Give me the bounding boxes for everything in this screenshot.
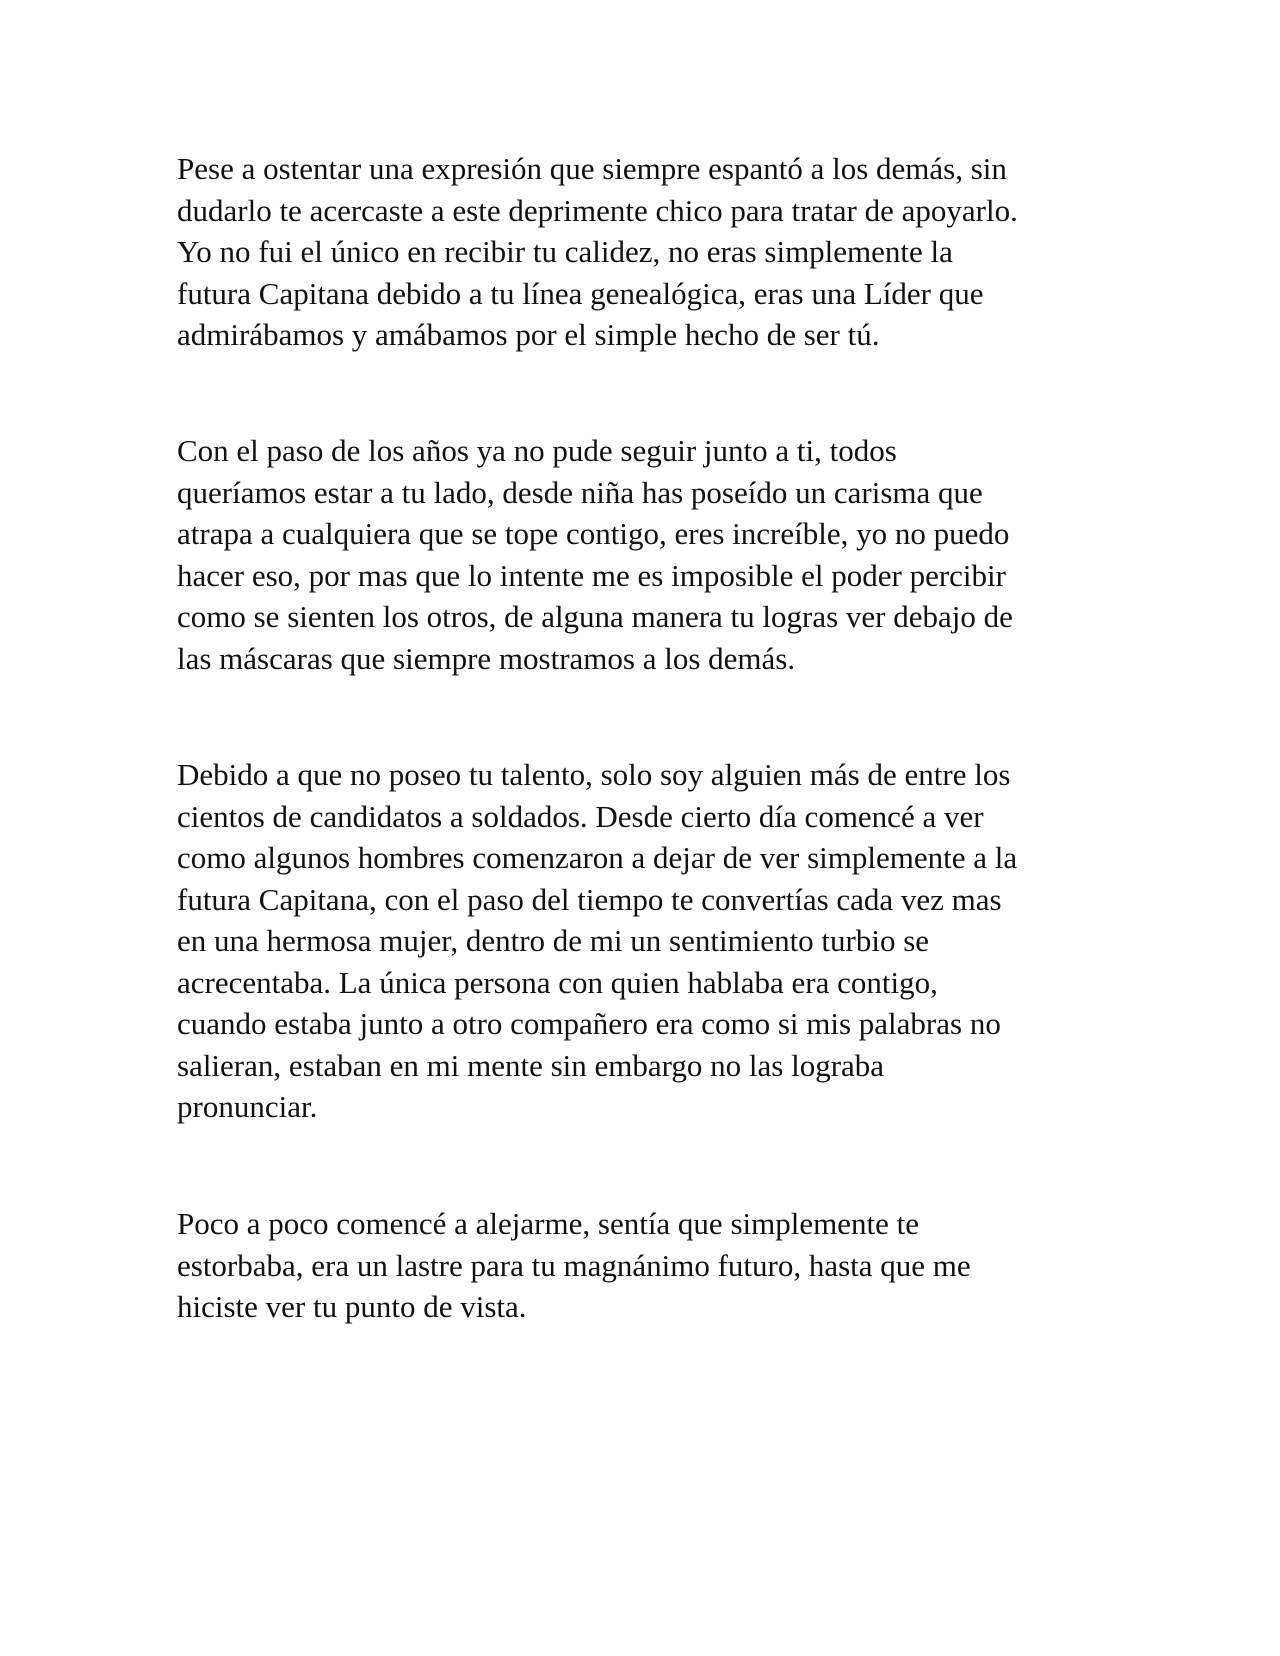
text-line: salieran, estaban en mi mente sin embargo no las lograba <box>177 1047 885 1083</box>
text-line: hiciste ver tu punto de vista. <box>177 1289 527 1324</box>
text-line: las máscaras que siempre mostramos a los demás. <box>177 640 796 676</box>
paragraph <box>177 430 1107 679</box>
text-line: futura Capitana debido a tu línea genealógica, eras una Líder que <box>177 275 984 311</box>
text-line: futura Capitana, con el paso del tiempo te convertías cada vez mas <box>177 881 1002 917</box>
text-line: dudarlo te acercaste a este deprimente chico para tratar de apoyarlo. <box>177 192 1018 228</box>
text-line: admirábamos y amábamos por el simple hecho de ser tú. <box>177 317 880 352</box>
text-line: Pese a ostentar una expresión que siempre espantó a los demás, sin <box>177 151 1007 186</box>
paragraph <box>177 754 1107 1128</box>
text-line: Poco a poco comencé a alejarme, sentía que simplemente te <box>177 1206 919 1241</box>
text-line: pronunciar. <box>177 1089 318 1124</box>
text-line: como se sienten los otros, de alguna manera tu logras ver debajo de <box>177 599 1013 634</box>
text-line: como algunos hombres comenzaron a dejar de ver simplemente a la <box>177 840 1018 875</box>
text-line: Yo no fui el único en recibir tu calidez, no eras simplemente la <box>177 234 953 269</box>
text-line: cientos de candidatos a soldados. Desde cierto día comencé a ver <box>177 798 984 834</box>
text-line: acrecentaba. La única persona con quien hablaba era contigo, <box>177 964 938 1000</box>
text-line: cuando estaba junto a otro compañero era como si mis palabras no <box>177 1006 1001 1041</box>
text-line: Con el paso de los años ya no pude seguir junto a ti, todos <box>177 433 897 468</box>
text-line: Debido a que no poseo tu talento, solo soy alguien más de entre los <box>177 757 1011 792</box>
paragraph <box>177 1203 1107 1328</box>
text-line: atrapa a cualquiera que se tope contigo, eres increíble, yo no puedo <box>177 516 1010 551</box>
paragraph <box>177 148 1107 356</box>
text-line: hacer eso, por mas que lo intente me es imposible el poder percibir <box>177 557 1006 593</box>
text-line: estorbaba, era un lastre para tu magnánimo futuro, hasta que me <box>177 1247 971 1283</box>
text-line: en una hermosa mujer, dentro de mi un sentimiento turbio se <box>177 923 930 958</box>
text-line: queríamos estar a tu lado, desde niña has poseído un carisma que <box>177 474 983 510</box>
